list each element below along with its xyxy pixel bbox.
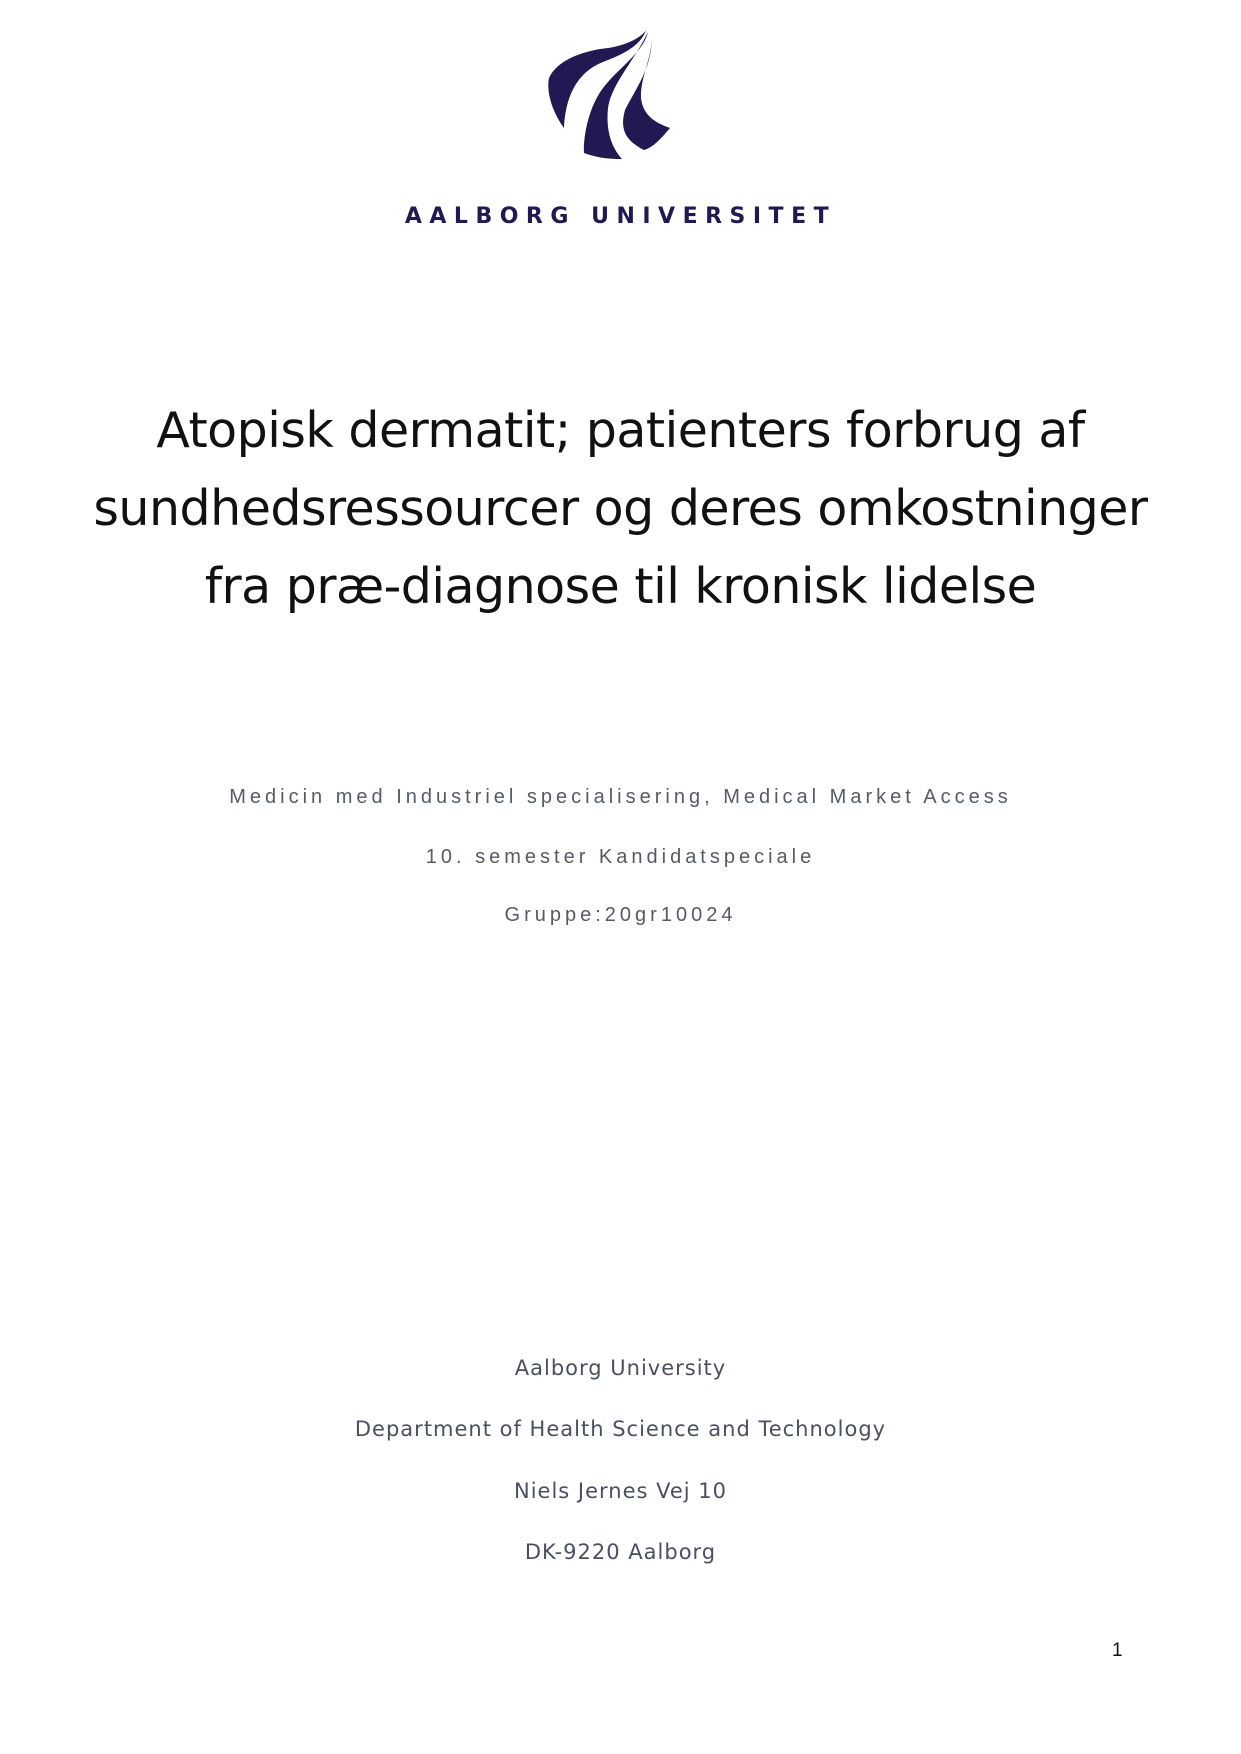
aalborg-university-logo-icon [548, 28, 674, 160]
program-name: Medicin med Industriel specialisering, Medical Market Access [229, 786, 1012, 808]
document-title [0, 392, 1241, 626]
title-line: sundhedsressourcer og deres omkostninger [93, 480, 1148, 537]
group-label: Gruppe:20gr10024 [504, 904, 737, 926]
title-line: Atopisk dermatit; patienters forbrug af [156, 402, 1085, 459]
city-address: DK-9220 Aalborg [524, 1540, 717, 1564]
university-name: Aalborg University [514, 1356, 727, 1380]
street-address: Niels Jernes Vej 10 [513, 1479, 728, 1503]
title-line: fra præ-diagnose til kronisk lidelse [204, 558, 1037, 615]
page-number: 1 [1112, 1640, 1123, 1661]
department-name: Department of Health Science and Technology [354, 1417, 887, 1441]
university-wordmark: AALBORG UNIVERSITET [404, 204, 837, 229]
semester-label: 10. semester Kandidatspeciale [425, 846, 816, 868]
